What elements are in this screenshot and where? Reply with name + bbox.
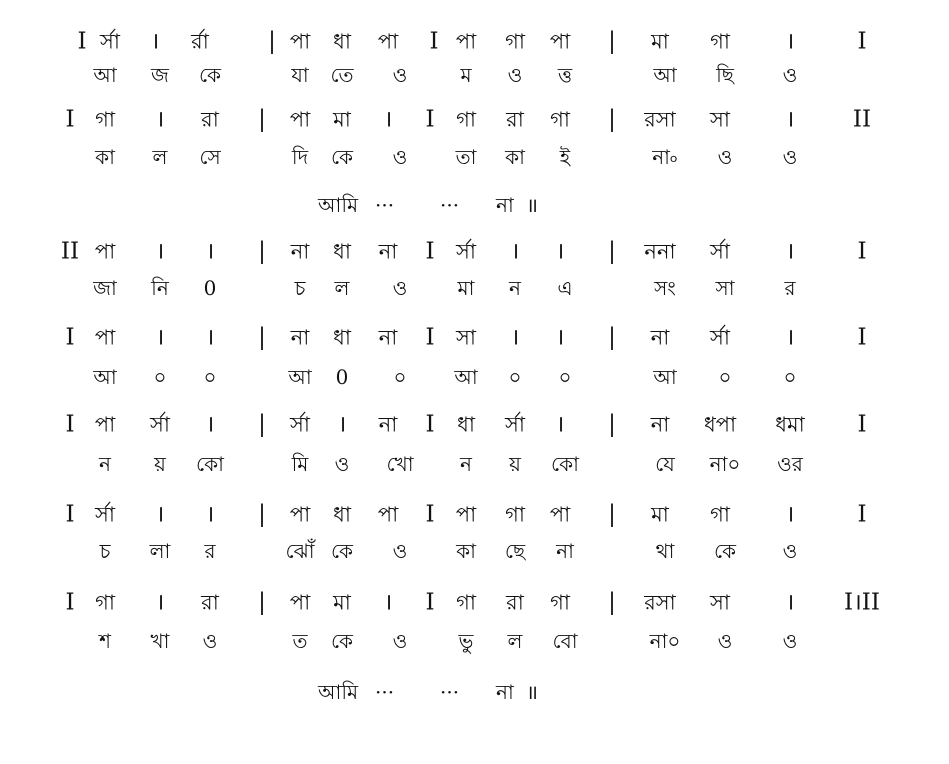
lyric-syllable: ও xyxy=(717,145,733,169)
lyric-syllable: ও xyxy=(334,452,350,476)
lyric-syllable: ০ xyxy=(393,365,407,389)
section-marker: I।II xyxy=(844,589,880,616)
swara-note: গা xyxy=(505,502,525,527)
bar-line: | xyxy=(268,28,276,55)
swara-note: না xyxy=(650,325,670,350)
lyric-syllable: ০ xyxy=(153,365,167,389)
bar-line: । xyxy=(785,501,795,528)
lyric-syllable: ন xyxy=(509,276,521,300)
swara-note: সা xyxy=(710,590,730,615)
swara-note: পা xyxy=(94,239,116,264)
refrain-token: ॥ xyxy=(526,680,538,704)
bar-line: | xyxy=(258,589,266,616)
lyric-syllable: যা xyxy=(291,63,309,87)
swara-note: পা xyxy=(377,502,399,527)
bar-line: | xyxy=(258,324,266,351)
bar-line: | xyxy=(608,589,616,616)
lyric-syllable: ০ xyxy=(203,365,217,389)
bar-line: । xyxy=(205,501,215,528)
swara-note: র্সা xyxy=(456,239,476,264)
lyric-syllable: ও xyxy=(782,63,798,87)
refrain-token: ··· xyxy=(375,680,395,704)
section-marker: I xyxy=(425,589,435,616)
lyric-syllable: আ xyxy=(288,365,312,389)
lyric-syllable: ও xyxy=(392,63,408,87)
lyric-syllable: আ xyxy=(653,365,677,389)
lyric-syllable: লা xyxy=(149,539,171,563)
swara-note: না xyxy=(378,412,398,437)
bar-line: | xyxy=(608,411,616,438)
lyric-syllable: মা xyxy=(457,276,475,300)
lyric-syllable: আ xyxy=(93,63,117,87)
swara-note: গা xyxy=(550,590,570,615)
refrain-token: না xyxy=(496,193,514,217)
section-marker: I xyxy=(429,28,439,55)
section-marker: I xyxy=(425,501,435,528)
bar-line: । xyxy=(150,28,160,55)
section-marker: I xyxy=(65,501,75,528)
swara-note: ধা xyxy=(457,412,475,437)
lyric-syllable: না০ xyxy=(709,452,741,476)
lyric-syllable: ঝোঁ xyxy=(285,539,315,563)
swara-note: না xyxy=(378,325,398,350)
lyric-syllable: ল xyxy=(507,629,523,653)
swara-note: গা xyxy=(95,107,115,132)
bar-line: । xyxy=(155,324,165,351)
bar-line: । xyxy=(383,589,393,616)
lyric-syllable: না xyxy=(556,539,574,563)
swara-note: সা xyxy=(456,325,476,350)
swara-note: পা xyxy=(94,412,116,437)
lyric-syllable: মি xyxy=(291,452,309,476)
lyric-syllable: ০ xyxy=(783,365,797,389)
lyric-syllable: আ xyxy=(653,63,677,87)
swara-note: গা xyxy=(550,107,570,132)
swara-note: রা xyxy=(506,590,524,615)
lyric-syllable: য় xyxy=(154,452,166,476)
bar-line: । xyxy=(555,238,565,265)
lyric-syllable: কে xyxy=(198,63,222,87)
section-marker: II xyxy=(60,238,80,265)
refrain-token: আমি xyxy=(318,680,359,704)
swara-note: পা xyxy=(94,325,116,350)
lyric-syllable: ও xyxy=(202,629,218,653)
lyric-syllable: নি xyxy=(151,276,169,300)
swara-note: ধা xyxy=(333,29,351,54)
section-marker: I xyxy=(857,238,867,265)
section-marker: II xyxy=(852,106,872,133)
swara-note: পা xyxy=(289,29,311,54)
lyric-syllable: ০ xyxy=(508,365,522,389)
lyric-syllable: জ xyxy=(151,63,169,87)
bar-line: । xyxy=(785,28,795,55)
swara-note: রা xyxy=(201,107,219,132)
swara-note: গা xyxy=(456,107,476,132)
bar-line: । xyxy=(555,411,565,438)
lyric-syllable: ন xyxy=(99,452,111,476)
lyric-syllable: চ xyxy=(99,539,111,563)
lyric-syllable: না৹ xyxy=(652,145,678,169)
lyric-syllable: সে xyxy=(199,145,221,169)
swara-note: পা xyxy=(289,590,311,615)
bar-line: । xyxy=(510,324,520,351)
lyric-syllable: ছে xyxy=(504,539,526,563)
swara-note: ধা xyxy=(333,502,351,527)
lyric-syllable: ও xyxy=(717,629,733,653)
swara-note: রসা xyxy=(644,107,676,132)
swara-note: ধা xyxy=(333,325,351,350)
lyric-syllable: য় xyxy=(509,452,521,476)
bar-line: । xyxy=(205,238,215,265)
swara-note: রসা xyxy=(644,590,676,615)
lyric-syllable: আ xyxy=(93,365,117,389)
lyric-syllable: ছি xyxy=(716,63,734,87)
swara-note: পা xyxy=(549,502,571,527)
lyric-syllable: কা xyxy=(505,145,525,169)
section-marker: I xyxy=(857,501,867,528)
swara-note: র্সা xyxy=(150,412,170,437)
swara-note: গা xyxy=(95,590,115,615)
lyric-syllable: ম xyxy=(460,63,472,87)
bar-line: । xyxy=(337,411,347,438)
swara-note: র্সা xyxy=(290,412,310,437)
section-marker: I xyxy=(65,589,75,616)
bar-line: । xyxy=(785,106,795,133)
section-marker: I xyxy=(65,324,75,351)
bar-line: | xyxy=(258,501,266,528)
lyric-syllable: শ xyxy=(99,629,111,653)
section-marker: I xyxy=(425,324,435,351)
swara-note: রা xyxy=(506,107,524,132)
swara-note: গা xyxy=(505,29,525,54)
refrain-token: না xyxy=(496,680,514,704)
lyric-syllable: 0 xyxy=(335,365,349,389)
lyric-syllable: চ xyxy=(294,276,306,300)
swara-note: না xyxy=(290,239,310,264)
swara-note: পা xyxy=(455,502,477,527)
swara-note: মা xyxy=(333,107,351,132)
section-marker: I xyxy=(425,411,435,438)
lyric-syllable: কা xyxy=(95,145,115,169)
lyric-syllable: কে xyxy=(330,539,354,563)
lyric-syllable: ও xyxy=(392,145,408,169)
bar-line: | xyxy=(608,324,616,351)
swara-note: মা xyxy=(651,29,669,54)
lyric-syllable: ন xyxy=(460,452,472,476)
lyric-syllable: ০ xyxy=(558,365,572,389)
swara-note: র্সা xyxy=(505,412,525,437)
section-marker: I xyxy=(857,28,867,55)
lyric-syllable: কে xyxy=(330,145,354,169)
swara-note: র্রা xyxy=(191,29,209,54)
swara-note: পা xyxy=(289,107,311,132)
lyric-syllable: ও xyxy=(392,276,408,300)
bar-line: । xyxy=(155,589,165,616)
swara-note: পা xyxy=(455,29,477,54)
bar-line: | xyxy=(608,106,616,133)
lyric-syllable: ও xyxy=(392,629,408,653)
refrain-token: ॥ xyxy=(526,193,538,217)
swara-note: রা xyxy=(201,590,219,615)
section-marker: I xyxy=(425,238,435,265)
bar-line: । xyxy=(785,324,795,351)
bar-line: । xyxy=(205,324,215,351)
bar-line: | xyxy=(608,28,616,55)
lyric-syllable: কে xyxy=(330,629,354,653)
swara-note: পা xyxy=(377,29,399,54)
lyric-syllable: র xyxy=(784,276,796,300)
lyric-syllable: জা xyxy=(93,276,117,300)
refrain-token: আমি xyxy=(318,193,359,217)
lyric-syllable: বো xyxy=(552,629,578,653)
lyric-syllable: আ xyxy=(454,365,478,389)
swara-note: গা xyxy=(710,502,730,527)
swara-note: না xyxy=(290,325,310,350)
bar-line: | xyxy=(258,106,266,133)
lyric-syllable: ওর xyxy=(777,452,803,476)
bar-line: । xyxy=(785,589,795,616)
bar-line: । xyxy=(383,106,393,133)
section-marker: I xyxy=(425,106,435,133)
section-marker: I xyxy=(857,411,867,438)
lyric-syllable: কে xyxy=(713,539,737,563)
section-marker: I xyxy=(65,411,75,438)
lyric-syllable: থা xyxy=(655,539,675,563)
swara-note: গা xyxy=(456,590,476,615)
refrain-token: ··· xyxy=(375,193,395,217)
swara-note: ধপা xyxy=(703,412,737,437)
lyric-syllable: ও xyxy=(782,145,798,169)
lyric-syllable: তে xyxy=(330,63,354,87)
bar-line: । xyxy=(155,106,165,133)
bar-line: | xyxy=(608,501,616,528)
swara-note: ধা xyxy=(333,239,351,264)
lyric-syllable: ০ xyxy=(718,365,732,389)
lyric-syllable: ত্ত xyxy=(557,63,573,87)
swara-note: র্সা xyxy=(710,239,730,264)
lyric-syllable: কো xyxy=(196,452,224,476)
lyric-syllable: কা xyxy=(456,539,476,563)
bar-line: । xyxy=(555,324,565,351)
lyric-syllable: খো xyxy=(386,452,414,476)
swara-note: র্সা xyxy=(100,29,120,54)
swara-note: র্সা xyxy=(95,502,115,527)
section-marker: I xyxy=(857,324,867,351)
bar-line: । xyxy=(510,238,520,265)
lyric-syllable: ও xyxy=(782,629,798,653)
lyric-syllable: তা xyxy=(455,145,477,169)
lyric-syllable: র xyxy=(204,539,216,563)
lyric-syllable: ল xyxy=(334,276,350,300)
lyric-syllable: ই xyxy=(559,145,571,169)
lyric-syllable: ও xyxy=(782,539,798,563)
lyric-syllable: সং xyxy=(654,276,676,300)
bar-line: । xyxy=(205,411,215,438)
swara-note: না xyxy=(650,412,670,437)
bar-line: | xyxy=(608,238,616,265)
refrain-token: ··· xyxy=(440,193,460,217)
lyric-syllable: ল xyxy=(152,145,168,169)
lyric-syllable: সা xyxy=(715,276,735,300)
swara-note: র্সা xyxy=(710,325,730,350)
swara-note: পা xyxy=(289,502,311,527)
bar-line: । xyxy=(155,238,165,265)
swara-note: পা xyxy=(549,29,571,54)
bar-line: | xyxy=(258,411,266,438)
lyric-syllable: না০ xyxy=(649,629,681,653)
swara-note: মা xyxy=(333,590,351,615)
lyric-syllable: 0 xyxy=(203,276,217,300)
swara-note: ননা xyxy=(644,239,676,264)
lyric-syllable: ভু xyxy=(458,629,474,653)
lyric-syllable: ও xyxy=(392,539,408,563)
lyric-syllable: যে xyxy=(655,452,675,476)
section-marker: I xyxy=(77,28,87,55)
lyric-syllable: ত xyxy=(292,629,308,653)
swara-note: না xyxy=(378,239,398,264)
lyric-syllable: খা xyxy=(150,629,170,653)
swara-note: ধমা xyxy=(775,412,805,437)
bar-line: | xyxy=(258,238,266,265)
swara-note: গা xyxy=(710,29,730,54)
lyric-syllable: কো xyxy=(551,452,579,476)
lyric-syllable: দি xyxy=(291,145,309,169)
bar-line: । xyxy=(785,238,795,265)
refrain-token: ··· xyxy=(440,680,460,704)
swara-note: সা xyxy=(710,107,730,132)
swara-note: মা xyxy=(651,502,669,527)
lyric-syllable: ও xyxy=(507,63,523,87)
bar-line: । xyxy=(155,501,165,528)
lyric-syllable: এ xyxy=(557,276,573,300)
section-marker: I xyxy=(65,106,75,133)
